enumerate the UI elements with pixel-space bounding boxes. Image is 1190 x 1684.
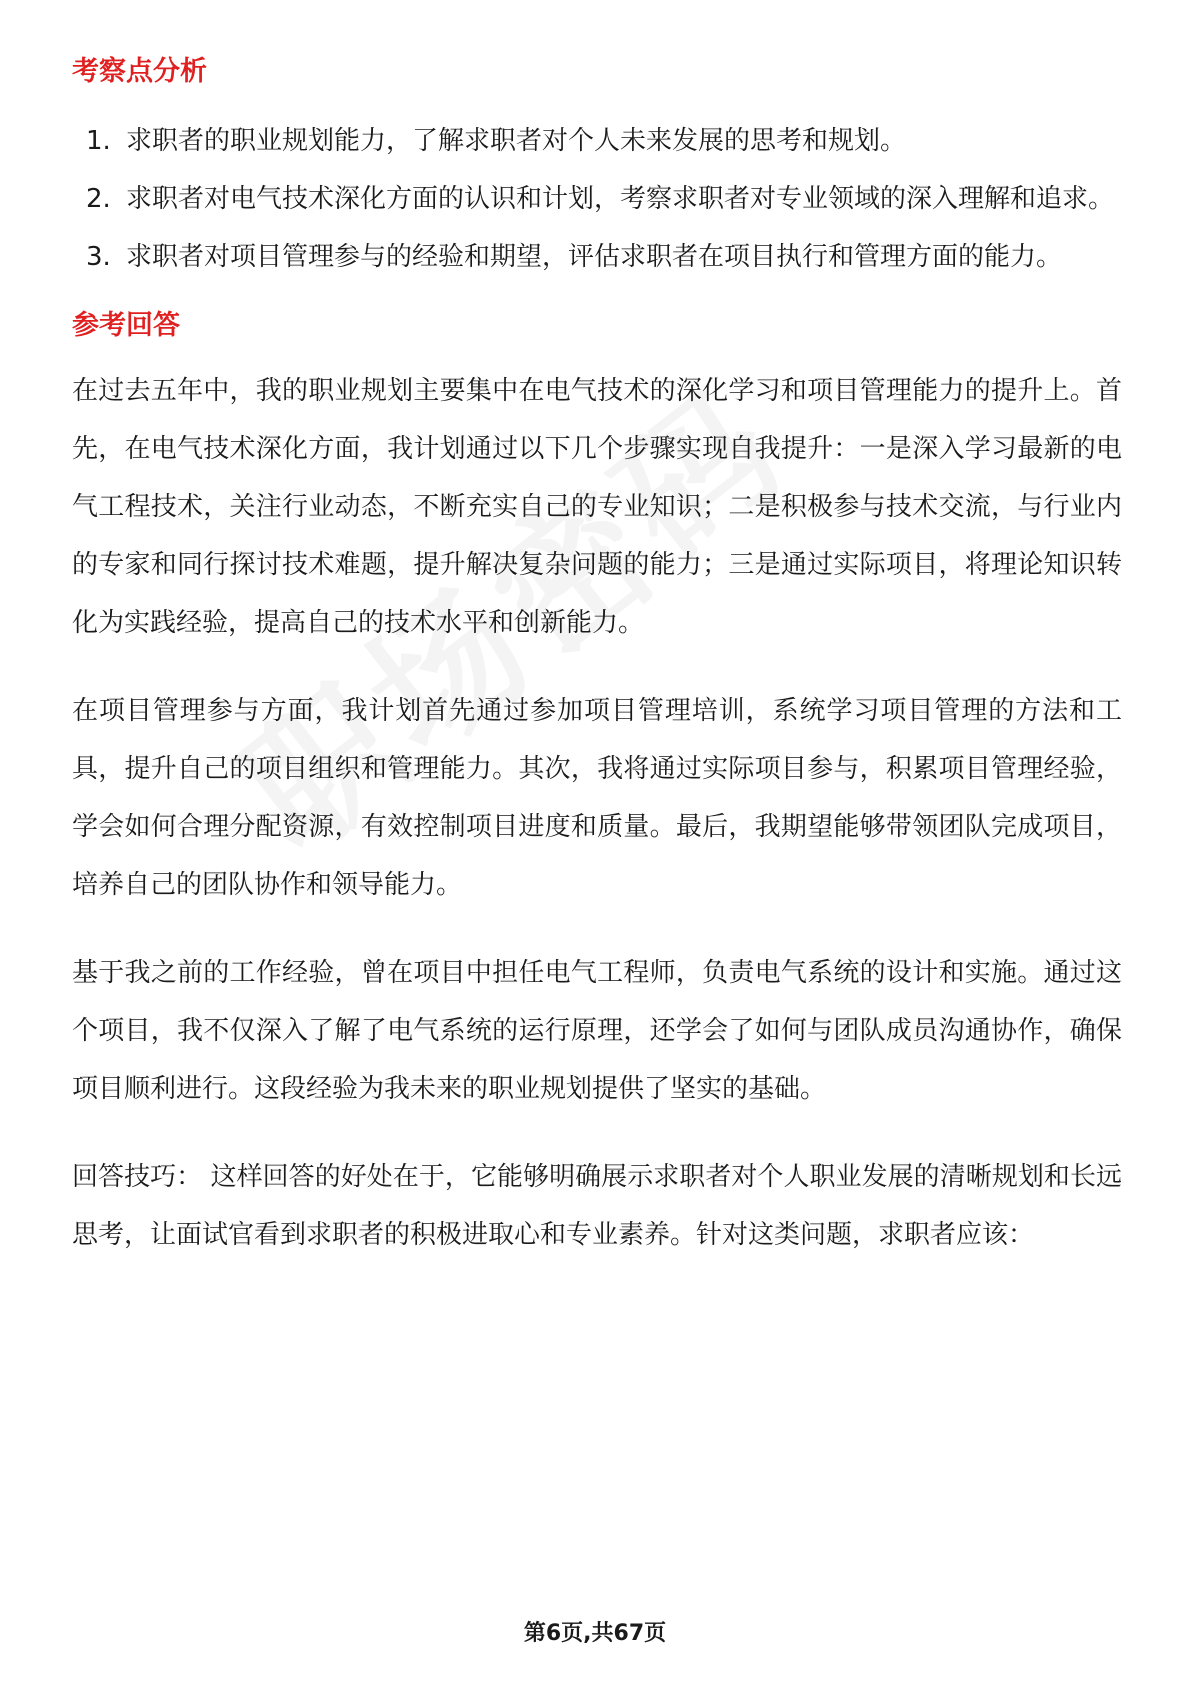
page-content (72, 50, 1122, 1294)
list-item (72, 228, 1122, 286)
section-title-analysis: 考察点分析 (72, 56, 207, 87)
list-item (72, 112, 1122, 170)
list-item (72, 170, 1122, 228)
list-item-number: 3. (86, 242, 111, 272)
answer-tips-paragraph: 回答技巧： 这样回答的好处在于，它能够明确展示求职者对个人职业发展的清晰规划和长远思考，让面试官看到求职者的积极进取心和专业素养。针对这类问题，求职者应该： (72, 1162, 1122, 1250)
answer-paragraph: 在项目管理参与方面，我计划首先通过参加项目管理培训，系统学习项目管理的方法和工具，提升自己的项目组织和管理能力。其次，我将通过实际项目参与，积累项目管理经验，学会如何合理分配资源，有效控制项目进度和质量。最后，我期望能够带领团队完成项目，培养自己的团队协作和领导能力。 (72, 696, 1122, 900)
list-item-number: 1. (86, 126, 111, 156)
section-title-reference-answer: 参考回答 (72, 310, 180, 341)
list-item-text: 求职者对项目管理参与的经验和期望，评估求职者在项目执行和管理方面的能力。 (126, 242, 1063, 272)
analysis-list (72, 112, 1122, 286)
list-item-text: 求职者的职业规划能力，了解求职者对个人未来发展的思考和规划。 (126, 126, 907, 156)
list-item-number: 2. (86, 184, 111, 214)
list-item-text: 求职者对电气技术深化方面的认识和计划，考察求职者对专业领域的深入理解和追求。 (126, 184, 1115, 214)
answer-paragraph: 基于我之前的工作经验，曾在项目中担任电气工程师，负责电气系统的设计和实施。通过这个项目，我不仅深入了解了电气系统的运行原理，还学会了如何与团队成员沟通协作，确保项目顺利进行。这段经验为我未来的职业规划提供了坚实的基础。 (72, 958, 1122, 1104)
page-number: 第6页,共67页 (523, 1621, 667, 1646)
answer-paragraph: 在过去五年中，我的职业规划主要集中在电气技术的深化学习和项目管理能力的提升上。首先，在电气技术深化方面，我计划通过以下几个步骤实现自我提升：一是深入学习最新的电气工程技术，关注行业动态，不断充实自己的专业知识；二是积极参与技术交流，与行业内的专家和同行探讨技术难题，提升解决复杂问题的能力；三是通过实际项目，将理论知识转化为实践经验，提高自己的技术水平和创新能力。 (72, 376, 1122, 638)
